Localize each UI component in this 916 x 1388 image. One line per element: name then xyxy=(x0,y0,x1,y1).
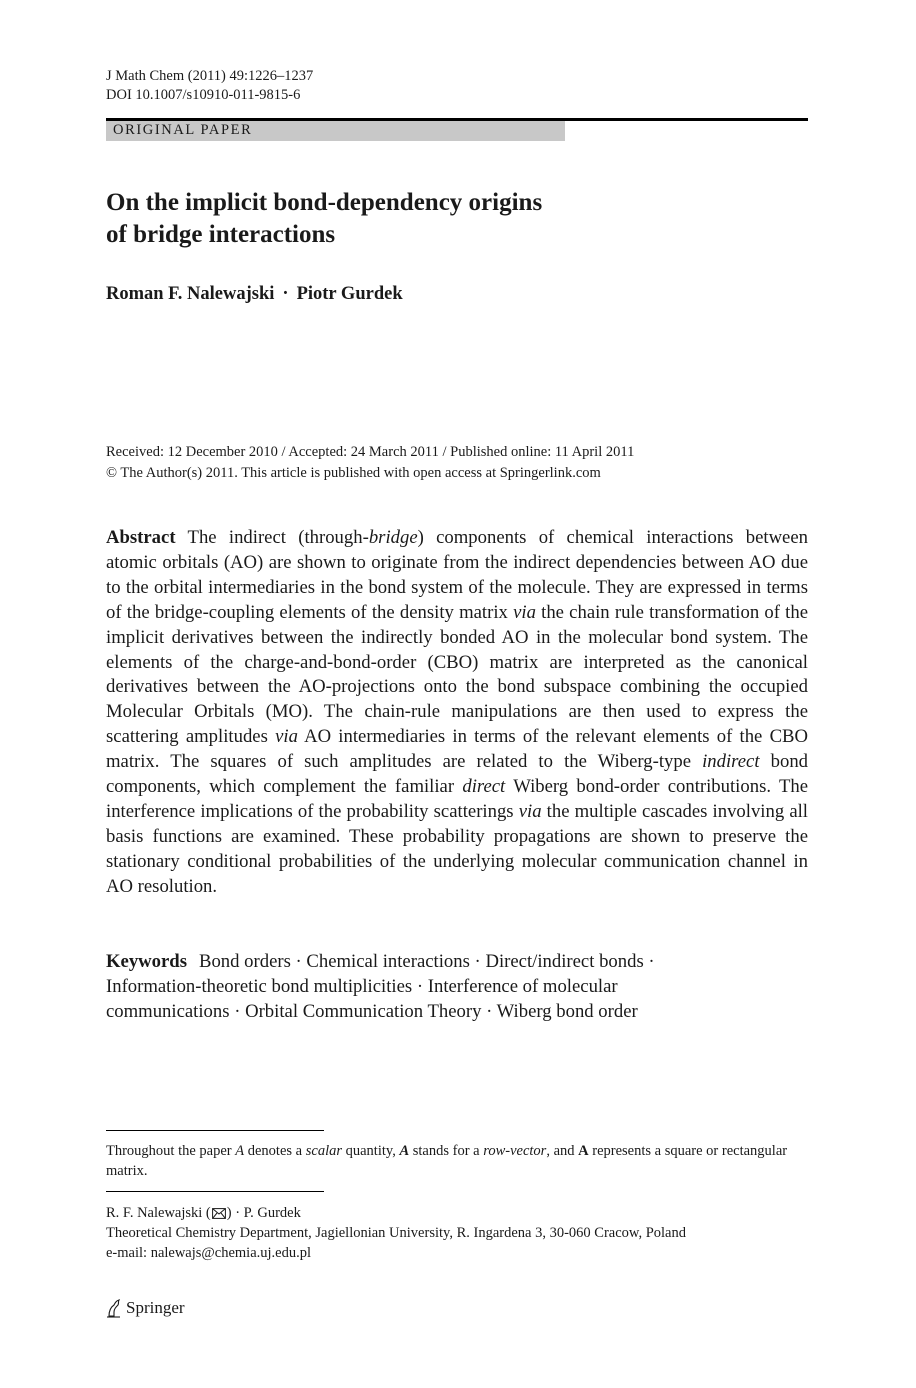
author-2: Piotr Gurdek xyxy=(296,284,403,304)
keywords-label: Keywords xyxy=(106,951,187,972)
email: e-mail: nalewajs@chemia.uj.edu.pl xyxy=(106,1245,312,1261)
footnote xyxy=(106,1142,808,1181)
affiliation-rule xyxy=(106,1191,324,1192)
abstract-emphasis: direct xyxy=(462,776,506,798)
author-list xyxy=(106,284,403,305)
abstract xyxy=(106,526,808,900)
title-line-1: On the implicit bond-dependency origins xyxy=(106,189,543,216)
abstract-text: AO intermediaries in terms of the relevant elements of the CBO matrix. The squares of such amplitudes are related to the Wiberg-type xyxy=(106,726,808,773)
footnote-text: stands for a xyxy=(409,1143,484,1159)
article-type-label: ORIGINAL PAPER xyxy=(113,122,253,138)
footnote-text: denotes a xyxy=(244,1143,306,1159)
abstract-label: Abstract xyxy=(106,527,176,548)
abstract-text: Wiberg bond-order contributions. The interference implications of the probability scatterings xyxy=(106,776,808,822)
footnote-symbol: A xyxy=(399,1143,410,1159)
department: Theoretical Chemistry Department, Jagiellonian University, R. Ingardena 3, 30-060 Cracow, Poland xyxy=(106,1225,686,1241)
author-1: Roman F. Nalewajski xyxy=(106,284,275,304)
footnote-text: Throughout the paper xyxy=(106,1143,236,1159)
paper-title xyxy=(106,187,666,251)
publisher-name: Springer xyxy=(126,1298,185,1317)
keywords xyxy=(106,950,808,1025)
abstract-emphasis: bridge xyxy=(368,527,418,548)
footnote-symbol: A xyxy=(578,1143,589,1159)
envelope-icon xyxy=(212,1208,226,1219)
footnote-symbol: A xyxy=(235,1143,245,1159)
publication-history xyxy=(106,442,808,484)
publisher-logo xyxy=(106,1298,185,1318)
abstract-text: The indirect (through- xyxy=(187,527,369,548)
author-separator: · xyxy=(282,284,289,304)
journal-header xyxy=(106,67,313,105)
footnote-text: quantity, xyxy=(341,1143,400,1159)
abstract-emphasis: via xyxy=(518,800,542,822)
abstract-text: ) components of chemical interactions between atomic orbitals (AO) are shown to originate from the indirect dependencies between AO due to the orbital intermediaries in the bond system of the molecule. They are expressed in terms of the bridge-coupling elements of the density matrix xyxy=(106,527,808,623)
copyright-notice: © The Author(s) 2011. This article is published with open access at Springerlink.com xyxy=(106,465,601,481)
article-type-badge xyxy=(106,121,565,141)
abstract-emphasis: via xyxy=(513,601,536,623)
footnote-rule xyxy=(106,1130,324,1131)
citation: J Math Chem (2011) 49:1226–1237 xyxy=(106,68,314,84)
footnote-text: represents a square or rectangular matrix. xyxy=(106,1143,788,1179)
title-line-2: of bridge interactions xyxy=(106,221,336,248)
footnote-emphasis: row-vector xyxy=(483,1143,547,1159)
abstract-emphasis: via xyxy=(275,726,298,748)
abstract-text: the chain rule transformation of the implicit derivatives between the indirectly bonded AO in the molecular bond system. The elements of the charge-and-bond-order (CBO) matrix are interpreted as the canonical derivatives between the AO-projections onto the bond subspace combining the occupied Molecular Orbitals (MO). The chain-rule manipulations are then used to express the scattering amplitudes xyxy=(106,601,808,748)
keywords-line-3: communications · Orbital Communication Theory · Wiberg bond order xyxy=(106,1000,638,1022)
abstract-text: bond components, which complement the familiar xyxy=(106,751,808,798)
abstract-emphasis: indirect xyxy=(702,751,760,773)
doi: DOI 10.1007/s10910-011-9815-6 xyxy=(106,87,301,103)
author-names: R. F. Nalewajski ( xyxy=(106,1205,211,1221)
keywords-line-2: Information-theoretic bond multiplicities · Interference of molecular xyxy=(106,975,618,997)
abstract-text: the multiple cascades involving all basis functions are examined. These probability propagations are shown to preserve the stationary conditional probabilities of the underlying molecular communication channel in AO resolution. xyxy=(106,800,808,897)
footnote-emphasis: scalar xyxy=(305,1143,342,1159)
affiliation xyxy=(106,1203,808,1263)
keywords-line-1: Bond orders · Chemical interactions · Direct/indirect bonds · xyxy=(198,951,655,972)
history-dates: Received: 12 December 2010 / Accepted: 24 March 2011 / Published online: 11 April 2011 xyxy=(106,444,635,460)
author-names: ) · P. Gurdek xyxy=(226,1205,301,1221)
springer-horse-icon xyxy=(106,1298,122,1318)
footnote-text: , and xyxy=(546,1143,579,1159)
